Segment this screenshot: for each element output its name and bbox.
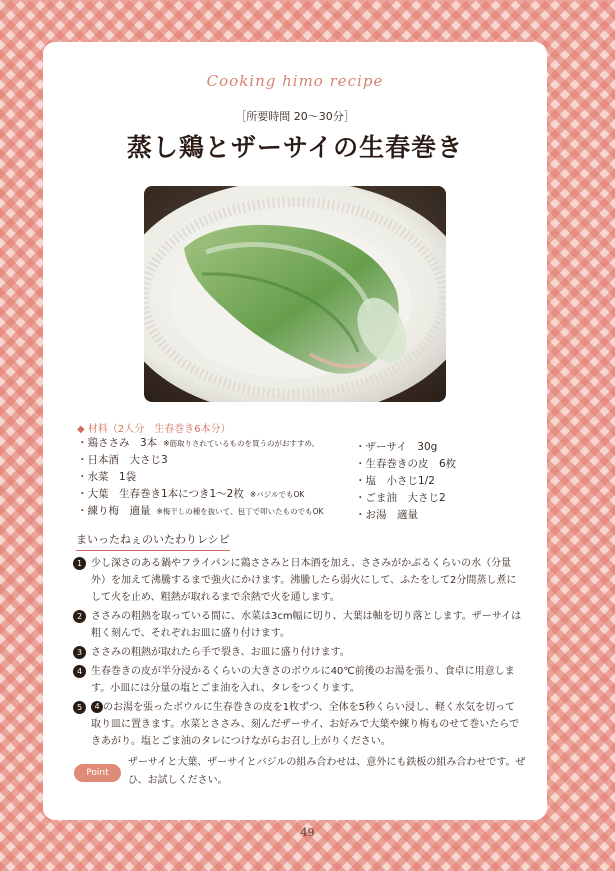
ingredient-item: ・生春巻きの皮 6枚 <box>355 458 457 470</box>
page-title: 蒸し鶏とザーサイの生春巻き <box>126 133 464 162</box>
method-heading: まいったねぇのいたわりレシピ <box>76 531 230 551</box>
point-badge: Point <box>74 764 121 782</box>
method-step: 1 少し深さのある鍋やフライパンに鶏ささみと日本酒を加え、ささみがかぶるくらいの水（分量外）を加えて沸騰するまで強火にかけます。沸騰したら弱火にして、ふたをして2分間蒸し煮にして火を止め、粗熱が取れるまで余熱で火を通します。 <box>73 555 523 606</box>
ingredient-item: ・水菜 1袋 <box>77 471 137 483</box>
step-number: 2 <box>73 610 86 623</box>
ingredient-item: ・ごま油 大さじ2 <box>355 492 446 504</box>
recipe-card <box>43 42 547 820</box>
step-reference: 4 <box>91 701 103 713</box>
method-step: 4 生春巻きの皮が半分浸かるくらいの大きさのボウルに40℃前後のお湯を張り、食卓に用意します。小皿には分量の塩とごま油を入れ、タレをつくります。 <box>73 663 523 697</box>
ingredient-item: ・日本酒 大さじ3 <box>77 454 168 466</box>
step-number: 3 <box>73 646 86 659</box>
point-text: ザーサイと大葉、ザーサイとバジルの組み合わせは、意外にも鉄板の組み合わせです。ぜひ、お試しください。 <box>128 757 526 786</box>
ingredient-item: ・練り梅 適量 ※梅干しの種を抜いて、包丁で叩いたものでもOK <box>77 505 324 517</box>
step-number: 1 <box>73 557 86 570</box>
method-step: 5 4 のお湯を張ったボウルに生春巻きの皮を1枚ずつ、全体を5秒くらい浸し、軽く水気を切って取り皿に置きます。水菜とささみ、刻んだザーサイ、お好みで大葉や練り梅ものせて巻いたらできあがり。塩とごま油のタレにつけながらお召し上がりください。 <box>73 699 523 750</box>
ingredient-note: ※筋取りされているものを買うのがおすすめ。 <box>163 439 320 448</box>
ingredient-note: ※梅干しの種を抜いて、包丁で叩いたものでもOK <box>156 507 324 516</box>
ingredient-item: ・お湯 適量 <box>355 509 418 521</box>
method-step: 3 ささみの粗熱が取れたら手で裂き、お皿に盛り付けます。 <box>73 644 523 661</box>
ingredient-item: ・ザーサイ 30g <box>355 441 438 453</box>
ingredient-note: ※バジルでもOK <box>249 490 305 499</box>
step-number: 5 <box>73 701 86 714</box>
cooking-time: ［所要時間 20〜30分］ <box>235 110 355 123</box>
page-number: 49 <box>300 826 315 839</box>
method-step: 2 ささみの粗熱を取っている間に、水菜は3cm幅に切り、大葉は軸を切り落とします。ザーサイは粗く刻んで、それぞれお皿に盛り付けます。 <box>73 608 523 642</box>
ingredient-item: ・大葉 生春巻き1本につき1〜2枚 ※バジルでもOK <box>77 488 305 500</box>
ingredient-item: ・鶏ささみ 3本 ※筋取りされているものを買うのがおすすめ。 <box>77 437 320 449</box>
ingredient-item: ・塩 小さじ1/2 <box>355 475 435 487</box>
ingredients-left <box>77 435 323 520</box>
dish-photo <box>144 186 446 402</box>
method-steps <box>73 555 523 752</box>
ingredients-right <box>355 439 456 524</box>
ingredients-heading: ◆ 材料（2人分 生春巻き6本分） <box>77 424 231 435</box>
step-number: 4 <box>73 665 86 678</box>
script-title: Cooking himo recipe <box>206 72 384 90</box>
